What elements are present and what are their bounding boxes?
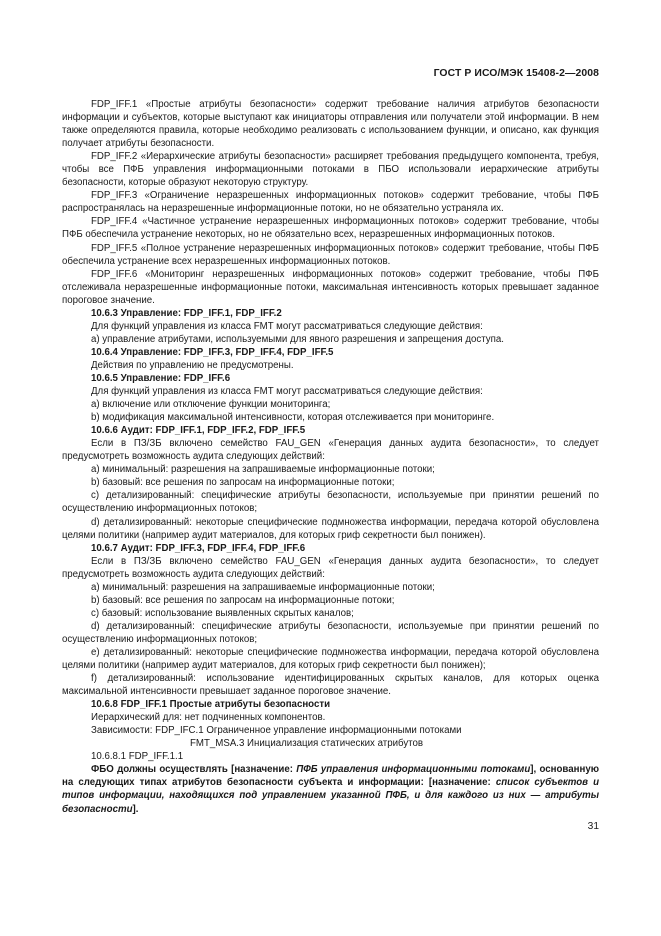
section-intro-10-6-7: Если в ПЗ/ЗБ включено семейство FAU_GEN «Генерация данных аудита безопасности», то следует предусмотреть возможность аудита следующих действий: [62, 555, 599, 580]
page-number: 31 [587, 821, 599, 832]
element-assignment: ПФБ управления информационными потоками [296, 764, 531, 776]
section-heading-10-6-7: 10.6.7 Аудит: FDP_IFF.3, FDP_IFF.4, FDP_IFF.6 [91, 542, 306, 554]
list-item: а) минимальный: разрешения на запрашиваемые информационные потоки; [91, 581, 435, 593]
paragraph-iff6: FDP_IFF.6 «Мониторинг неразрешенных информационных потоков» содержит требование, чтобы ПФБ отслеживала неразрешенные информационные потоки, максимальная интенсивность которых превышает заданное пороговое значение. [62, 268, 599, 306]
section-heading-10-6-6: 10.6.6 Аудит: FDP_IFF.1, FDP_IFF.2, FDP_IFF.5 [91, 425, 306, 437]
section-intro-10-6-6: Если в ПЗ/ЗБ включено семейство FAU_GEN «Генерация данных аудита безопасности», то следует предусмотреть возможность аудита следующих действий: [62, 438, 599, 463]
element-text-part: ФБО должны осуществлять [назначение: [91, 764, 297, 776]
element-assignment: список субъектов и типов информации, находящихся под управлением указанной ПФБ, и для каждого из них — атрибуты безопасности [62, 777, 599, 815]
section-intro-10-6-5: Для функций управления из класса FMT могут рассматриваться следующие действия: [91, 386, 483, 398]
list-item: d) детализированный: некоторые специфические подмножества информации, передача которой обусловлена целями политики (например аудит материалов, для которых гриф секретности был понижен). [62, 516, 599, 541]
dependency-line-1: Зависимости: FDP_IFC.1 Ограниченное управление информационными потоками [91, 725, 462, 737]
paragraph-iff1: FDP_IFF.1 «Простые атрибуты безопасности» содержит требование наличия атрибутов безопасности информации и субъектов, которые выступают как инициаторы отправления или получатели этой информации. В нем также определяются правила, которые необходимо реализовать с использованием функции, и описано, как функция получает атрибуты безопасности. [62, 99, 599, 150]
list-item: b) базовый: все решения по запросам на информационные потоки; [91, 594, 395, 606]
section-heading-10-6-3: 10.6.3 Управление: FDP_IFF.1, FDP_IFF.2 [91, 307, 282, 319]
paragraph-iff5: FDP_IFF.5 «Полное устранение неразрешенных информационных потоков» содержит требование, чтобы ПФБ обеспечила устранение всех неразрешенных информационных потоков. [62, 242, 599, 267]
list-item: а) включение или отключение функции мониторинга; [91, 399, 331, 411]
list-item: а) минимальный: разрешения на запрашиваемые информационные потоки; [91, 464, 435, 476]
paragraph-iff2: FDP_IFF.2 «Иерархические атрибуты безопасности» расширяет требования предыдущего компонента, требуя, чтобы все ПФБ управления информационными потоками в ПБО использовали иерархические атрибуты безопасности, которые образуют некоторую структуру. [62, 151, 599, 189]
list-item: b) модификация максимальной интенсивности, которая отслеживается при мониторинге. [91, 412, 495, 424]
section-heading-10-6-4: 10.6.4 Управление: FDP_IFF.3, FDP_IFF.4, FDP_IFF.5 [91, 346, 334, 358]
hierarchy-line: Иерархический для: нет подчиненных компонентов. [91, 712, 326, 724]
paragraph-iff4: FDP_IFF.4 «Частичное устранение неразрешенных информационных потоков» содержит требование, чтобы ПФБ обеспечила устранение некоторых, но не обязательно всех, неразрешенных информационных потоков. [62, 216, 599, 241]
list-item: d) детализированный: специфические атрибуты безопасности, используемые при принятии решений по осуществлению информационных потоков; [62, 620, 599, 645]
element-id: 10.6.8.1 FDP_IFF.1.1 [91, 751, 184, 763]
element-text-part: ]. [132, 803, 139, 815]
list-item: f) детализированный: использование идентифицированных скрытых каналов, для которых оценка максимальной интенсивности превышает заданное пороговое значение. [62, 673, 599, 698]
list-item: е) детализированный: некоторые специфические подмножества информации, передача которой обусловлена целями политики (например аудит материалов, для которых гриф секретности был понижен); [62, 646, 599, 672]
section-intro-10-6-3: Для функций управления из класса FMT могут рассматриваться следующие действия: [91, 320, 483, 332]
dependency-line-2: FMT_MSA.3 Инициализация статических атрибутов [190, 738, 424, 750]
element-text [62, 763, 599, 815]
section-heading-10-6-5: 10.6.5 Управление: FDP_IFF.6 [91, 372, 231, 384]
section-text-10-6-4: Действия по управлению не предусмотрены. [91, 359, 294, 371]
element-text-part: ], основанную на следующих типах атрибутов безопасности субъекта и информации: [назначение: [62, 764, 599, 789]
section-heading-10-6-8: 10.6.8 FDP_IFF.1 Простые атрибуты безопасности [91, 699, 331, 711]
paragraph-iff3: FDP_IFF.3 «Ограничение неразрешенных информационных потоков» содержит требование, чтобы ПФБ распространялась на неразрешенные информационные потоки, но не обязательно устраняла их. [62, 190, 599, 215]
standard-header: ГОСТ Р ИСО/МЭК 15408-2—2008 [433, 68, 599, 79]
list-item: с) базовый: использование выявленных скрытых каналов; [91, 607, 354, 619]
list-item: b) базовый: все решения по запросам на информационные потоки; [91, 477, 395, 489]
list-item: а) управление атрибутами, используемыми для явного разрешения и запрещения доступа. [91, 333, 504, 345]
page-content [62, 98, 599, 816]
list-item: с) детализированный: специфические атрибуты безопасности, используемые при принятии решений по осуществлению информационных потоков; [62, 490, 599, 515]
